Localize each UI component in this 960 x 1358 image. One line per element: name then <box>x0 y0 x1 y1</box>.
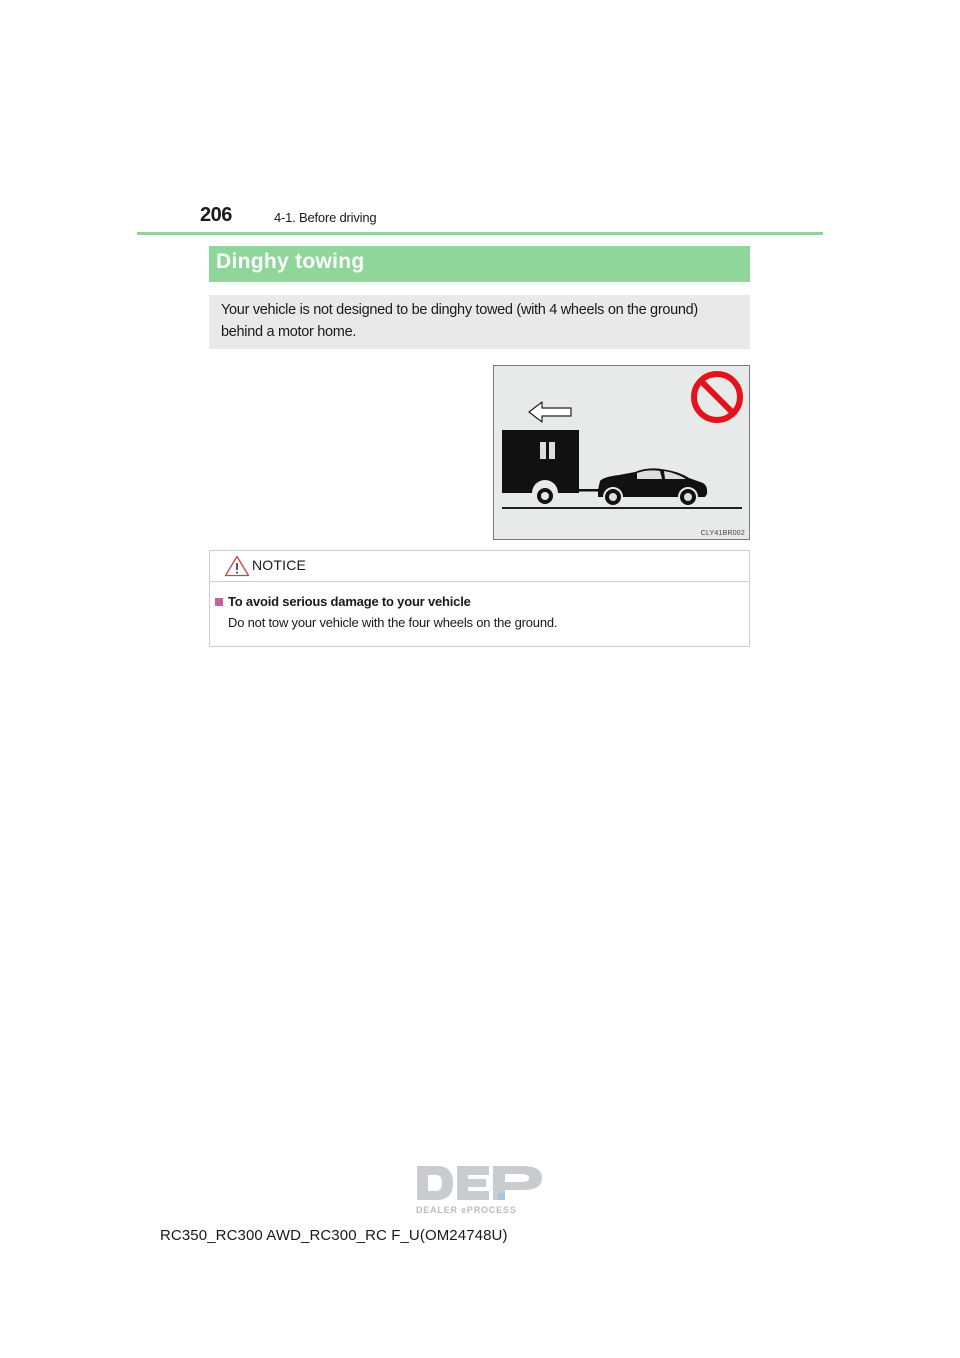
notice-item-title: To avoid serious damage to your vehicle <box>228 594 471 609</box>
header-rule <box>137 232 823 235</box>
towing-illustration-graphic <box>494 366 749 539</box>
notice-box <box>209 550 750 647</box>
illustration-code: CLY41BR002 <box>700 530 745 537</box>
manual-code: RC350_RC300 AWD_RC300_RC F_U(OM24748U) <box>160 1227 508 1244</box>
warning-triangle-icon <box>224 555 250 577</box>
section-title: Dinghy towing <box>216 250 365 273</box>
intro-box <box>209 295 750 349</box>
section-title-bar <box>209 246 750 282</box>
intro-text-line: behind a motor home. <box>221 324 357 340</box>
page-number: 206 <box>200 204 232 226</box>
notice-header <box>210 551 749 582</box>
notice-item-title-row <box>215 594 471 609</box>
dep-logo-text: DEALER ePROCESS <box>416 1205 517 1215</box>
prohibited-icon <box>694 374 740 420</box>
dealer-eprocess-logo <box>415 1163 545 1220</box>
dep-logo-graphic <box>415 1163 545 1215</box>
section-breadcrumb: 4-1. Before driving <box>274 210 377 225</box>
notice-label: NOTICE <box>252 557 307 573</box>
notice-item-body: Do not tow your vehicle with the four wheels on the ground. <box>228 615 558 630</box>
intro-text-line: Your vehicle is not designed to be dinghy towed (with 4 wheels on the ground) <box>221 302 698 318</box>
bullet-square-icon <box>215 598 223 606</box>
left-arrow-icon <box>529 402 571 422</box>
motor-home <box>502 430 599 505</box>
towing-illustration <box>493 365 750 540</box>
car <box>598 468 707 506</box>
